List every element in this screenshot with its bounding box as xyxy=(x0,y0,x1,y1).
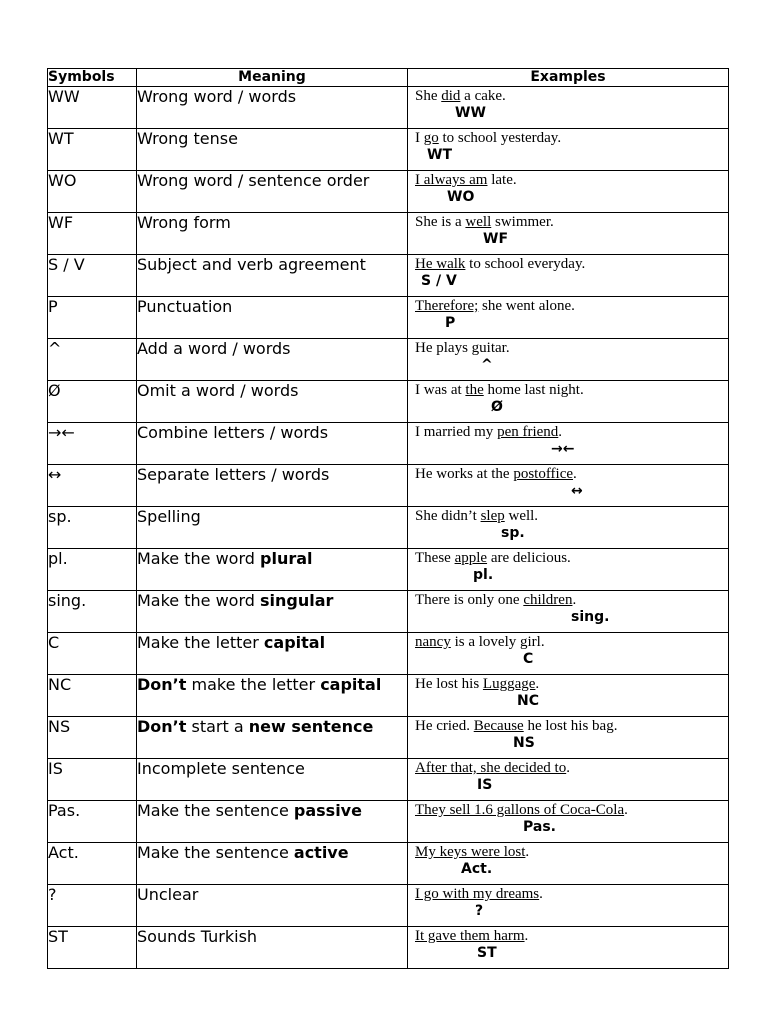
marked-error-text: They sell 1.6 gallons of Coca-Cola xyxy=(415,802,625,818)
meaning-text: Incomplete sentence xyxy=(137,759,305,778)
marked-error-text: children xyxy=(523,592,573,608)
symbol-cell: sp. xyxy=(48,507,137,549)
marked-error-text: slep xyxy=(480,508,505,524)
table-row xyxy=(48,549,729,591)
symbol-cell: ? xyxy=(48,885,137,927)
symbol-cell: C xyxy=(48,633,137,675)
example-sentence xyxy=(408,676,728,693)
example-cell xyxy=(408,129,729,171)
example-text: These xyxy=(415,550,455,566)
meaning-text: Add a word / words xyxy=(137,339,291,358)
example-text: . xyxy=(558,424,563,440)
meaning-text: Spelling xyxy=(137,507,201,526)
meaning-cell xyxy=(137,213,408,255)
example-cell xyxy=(408,465,729,507)
marked-error-text: Luggage xyxy=(482,676,536,692)
correction-code: ^ xyxy=(481,357,493,373)
correction-code: WW xyxy=(455,105,486,121)
table-row xyxy=(48,339,729,381)
marked-error-text: apple xyxy=(454,550,488,566)
meaning-text: capital xyxy=(263,633,326,652)
correction-code: →← xyxy=(551,441,575,457)
correction-code: ST xyxy=(477,945,497,961)
meaning-cell xyxy=(137,129,408,171)
example-sentence xyxy=(408,88,728,105)
example-text: He works at the xyxy=(415,466,514,482)
example-text: he lost his bag. xyxy=(523,718,618,734)
meaning-text: Wrong tense xyxy=(137,129,238,148)
header-row xyxy=(48,69,729,87)
marked-error-text: nancy xyxy=(415,634,451,650)
table-row xyxy=(48,171,729,213)
meaning-cell xyxy=(137,297,408,339)
table-row xyxy=(48,801,729,843)
meaning-text: Wrong word / words xyxy=(137,87,297,106)
example-cell xyxy=(408,255,729,297)
meaning-cell xyxy=(137,339,408,381)
meaning-text: Separate letters / words xyxy=(137,465,330,484)
marked-error-text: I go with my dreams xyxy=(415,886,540,902)
example-cell xyxy=(408,675,729,717)
example-sentence xyxy=(408,508,728,525)
meaning-cell xyxy=(137,801,408,843)
meaning-text: new sentence xyxy=(248,717,374,736)
symbol-cell: sing. xyxy=(48,591,137,633)
example-text: to school everyday. xyxy=(465,256,586,272)
meaning-text: Punctuation xyxy=(137,297,233,316)
meaning-text: Sounds Turkish xyxy=(137,927,258,946)
meaning-text: Make the letter xyxy=(137,633,264,652)
example-text: I was at xyxy=(415,382,466,398)
meaning-cell xyxy=(137,171,408,213)
meaning-text: Unclear xyxy=(137,885,199,904)
table-row xyxy=(48,759,729,801)
example-cell xyxy=(408,87,729,129)
example-text: . xyxy=(566,760,570,776)
meaning-text: capital xyxy=(320,675,382,694)
meaning-text: active xyxy=(293,843,349,862)
meaning-text: Don’t xyxy=(137,675,187,694)
example-sentence xyxy=(408,592,728,609)
correction-code: IS xyxy=(477,777,493,793)
correction-code: WT xyxy=(427,147,452,163)
example-sentence xyxy=(408,886,728,903)
meaning-text: Don’t xyxy=(137,717,187,736)
example-text: is a lovely girl. xyxy=(450,634,545,650)
table-row xyxy=(48,87,729,129)
example-text: I married my xyxy=(415,424,498,440)
marked-error-text: go xyxy=(423,130,439,146)
example-sentence xyxy=(408,844,728,861)
example-text: are delicious. xyxy=(487,550,571,566)
example-cell xyxy=(408,171,729,213)
symbol-cell: ↔ xyxy=(48,465,137,507)
example-text: He plays guitar. xyxy=(415,340,510,356)
header-examples: Examples xyxy=(408,69,729,87)
meaning-cell xyxy=(137,885,408,927)
marked-error-text: He walk xyxy=(415,256,466,272)
example-text: swimmer. xyxy=(491,214,554,230)
meaning-text: make the letter xyxy=(186,675,321,694)
correction-code: Ø xyxy=(491,399,503,415)
table-row xyxy=(48,381,729,423)
example-sentence xyxy=(408,718,728,735)
marked-error-text: I always am xyxy=(415,172,488,188)
correction-code: S / V xyxy=(421,273,457,289)
symbol-cell: WO xyxy=(48,171,137,213)
symbol-cell: →← xyxy=(48,423,137,465)
example-sentence xyxy=(408,802,728,819)
table-row xyxy=(48,213,729,255)
meaning-text: Wrong word / sentence order xyxy=(137,171,370,190)
meaning-text: Make the word xyxy=(137,549,260,568)
header-meaning: Meaning xyxy=(137,69,408,87)
marked-error-text: the xyxy=(465,382,484,398)
correction-code: sp. xyxy=(501,525,525,541)
meaning-cell xyxy=(137,675,408,717)
example-text: late. xyxy=(487,172,517,188)
example-cell xyxy=(408,507,729,549)
table-row xyxy=(48,843,729,885)
correction-code: WO xyxy=(447,189,475,205)
symbol-cell: IS xyxy=(48,759,137,801)
example-text: . xyxy=(539,886,543,902)
correction-code: P xyxy=(445,315,456,331)
example-text: There is only one xyxy=(415,592,524,608)
example-sentence xyxy=(408,382,728,399)
example-text: . xyxy=(624,802,628,818)
table-row xyxy=(48,717,729,759)
example-sentence xyxy=(408,256,728,273)
correction-code: sing. xyxy=(571,609,610,625)
table-row xyxy=(48,297,729,339)
correction-code: ? xyxy=(475,903,484,919)
symbol-cell: WF xyxy=(48,213,137,255)
example-sentence xyxy=(408,172,728,189)
example-sentence xyxy=(408,214,728,231)
symbol-cell: WT xyxy=(48,129,137,171)
example-sentence xyxy=(408,340,728,357)
example-cell xyxy=(408,423,729,465)
meaning-text: Wrong form xyxy=(137,213,231,232)
example-sentence xyxy=(408,550,728,567)
example-cell xyxy=(408,927,729,969)
example-cell xyxy=(408,381,729,423)
example-cell xyxy=(408,549,729,591)
example-cell xyxy=(408,213,729,255)
marked-error-text: Because xyxy=(473,718,524,734)
correction-code: Act. xyxy=(461,861,493,877)
meaning-cell xyxy=(137,591,408,633)
example-sentence xyxy=(408,466,728,483)
meaning-text: Combine letters / words xyxy=(137,423,329,442)
table-row xyxy=(48,675,729,717)
example-cell xyxy=(408,297,729,339)
table-row xyxy=(48,507,729,549)
meaning-cell xyxy=(137,381,408,423)
example-text: . xyxy=(573,466,577,482)
table-row xyxy=(48,927,729,969)
table-body xyxy=(48,87,729,969)
meaning-text: passive xyxy=(293,801,362,820)
correction-code: Pas. xyxy=(523,819,556,835)
marked-error-text: postoffice xyxy=(513,466,574,482)
correction-code: WF xyxy=(483,231,509,247)
meaning-text: singular xyxy=(260,591,334,610)
marked-error-text: After that, she decided to xyxy=(415,760,567,776)
table-row xyxy=(48,465,729,507)
meaning-cell xyxy=(137,927,408,969)
meaning-cell xyxy=(137,87,408,129)
table-row xyxy=(48,255,729,297)
meaning-text: Make the sentence xyxy=(137,843,294,862)
example-text: . xyxy=(535,676,540,692)
marked-error-text: It gave them harm xyxy=(415,928,525,944)
table-row xyxy=(48,591,729,633)
meaning-cell xyxy=(137,549,408,591)
example-text: She xyxy=(415,88,442,104)
marked-error-text: pen friend xyxy=(497,424,559,440)
meaning-text: Subject and verb agreement xyxy=(137,255,366,274)
symbol-cell: ST xyxy=(48,927,137,969)
meaning-text: start a xyxy=(186,717,249,736)
meaning-cell xyxy=(137,507,408,549)
example-sentence xyxy=(408,760,728,777)
example-sentence xyxy=(408,298,728,315)
correction-symbols-table xyxy=(47,68,729,969)
correction-code: NC xyxy=(517,693,539,709)
symbol-cell: NC xyxy=(48,675,137,717)
example-text: home last night. xyxy=(483,382,584,398)
symbol-cell: S / V xyxy=(48,255,137,297)
marked-error-text: well xyxy=(465,214,492,230)
table-row xyxy=(48,423,729,465)
symbol-cell: NS xyxy=(48,717,137,759)
meaning-cell xyxy=(137,717,408,759)
example-text: . xyxy=(572,592,577,608)
table-row xyxy=(48,633,729,675)
correction-code: pl. xyxy=(473,567,494,583)
example-text: He lost his xyxy=(415,676,483,692)
example-sentence xyxy=(408,928,728,945)
example-text: she went alone. xyxy=(478,298,575,314)
meaning-cell xyxy=(137,633,408,675)
example-cell xyxy=(408,801,729,843)
correction-code: ↔ xyxy=(571,483,583,499)
example-cell xyxy=(408,633,729,675)
meaning-cell xyxy=(137,759,408,801)
table-row xyxy=(48,129,729,171)
example-cell xyxy=(408,717,729,759)
meaning-cell xyxy=(137,423,408,465)
example-text: I xyxy=(415,130,424,146)
example-cell xyxy=(408,759,729,801)
meaning-cell xyxy=(137,255,408,297)
meaning-cell xyxy=(137,465,408,507)
example-text: to school yesterday. xyxy=(438,130,562,146)
meaning-text: Make the word xyxy=(137,591,260,610)
example-text: She is a xyxy=(415,214,466,230)
example-cell xyxy=(408,339,729,381)
example-sentence xyxy=(408,634,728,651)
symbol-cell: ^ xyxy=(48,339,137,381)
meaning-text: Make the sentence xyxy=(137,801,294,820)
marked-error-text: My keys were lost xyxy=(415,844,526,860)
symbol-cell: Ø xyxy=(48,381,137,423)
example-text: well. xyxy=(504,508,539,524)
example-text: . xyxy=(525,844,530,860)
meaning-text: Omit a word / words xyxy=(137,381,299,400)
marked-error-text: Therefore; xyxy=(415,298,479,314)
example-text: . xyxy=(524,928,529,944)
example-text: a cake. xyxy=(460,88,506,104)
symbol-cell: Pas. xyxy=(48,801,137,843)
example-text: He cried. xyxy=(415,718,474,734)
table-row xyxy=(48,885,729,927)
example-sentence xyxy=(408,130,728,147)
symbol-cell: pl. xyxy=(48,549,137,591)
meaning-text: plural xyxy=(260,549,313,568)
correction-code: C xyxy=(523,651,534,667)
header-symbols: Symbols xyxy=(48,69,137,87)
correction-code: NS xyxy=(513,735,535,751)
meaning-cell xyxy=(137,843,408,885)
symbol-cell: Act. xyxy=(48,843,137,885)
symbol-cell: P xyxy=(48,297,137,339)
marked-error-text: did xyxy=(441,88,461,104)
symbol-cell: WW xyxy=(48,87,137,129)
example-cell xyxy=(408,591,729,633)
example-cell xyxy=(408,843,729,885)
example-cell xyxy=(408,885,729,927)
example-sentence xyxy=(408,424,728,441)
example-text: She didn’t xyxy=(415,508,481,524)
